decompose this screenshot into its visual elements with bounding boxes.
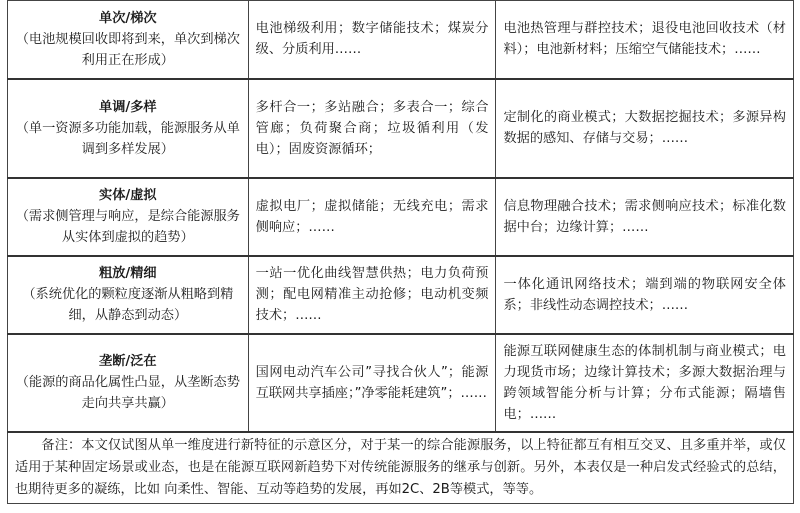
feature-cell <box>8 256 249 334</box>
table-note: 备注：本文仅试图从单一维度进行新特征的示意区分，对于某一的综合能源服务，以上特征都互有相互交叉、且多重并举，或仅适用于某种固定场景或业态，也是在能源互联网新趋势下对传统能源服务的继承与创新。另外，本表仅是一种启发式经验式的总结，也期待更多的凝练，比如 向柔性、智能、互动等趋势的发展，再如2C、2B等模式，等等。 <box>8 432 794 504</box>
table-row-coarse-fine <box>8 256 794 334</box>
table-row-note <box>8 432 794 504</box>
technologies-cell: 定制化的商业模式；大数据挖掘技术；多源异构数据的感知、存储与交易；…… <box>496 79 794 178</box>
technologies-cell: 能源互联网健康生态的体制机制与商业模式；电力现货市场；边缘计算技术；多源大数据治理与跨领域智能分析与计算；分布式能源；隔墙售电；…… <box>496 334 794 432</box>
table-row-single-cascade <box>8 1 794 79</box>
services-cell: 电池梯级利用；数字储能技术；煤炭分级、分质利用…… <box>248 1 496 79</box>
feature-title: 单调/多样 <box>99 99 157 115</box>
table-row-monopoly-ubiquitous <box>8 334 794 432</box>
technologies-cell: 电池热管理与群控技术；退役电池回收技术（材料）；电池新材料；压缩空气储能技术；…… <box>496 1 794 79</box>
technologies-cell: 信息物理融合技术；需求侧响应技术；标准化数据中台；边缘计算；…… <box>496 178 794 256</box>
feature-description: （需求侧管理与响应，是综合能源服务从实体到虚拟的趋势） <box>15 209 240 245</box>
services-cell: 国网电动汽车公司”寻找合伙人”；能源互联网共享插座；”净零能耗建筑”；…… <box>248 334 496 432</box>
feature-title: 单次/梯次 <box>99 10 157 26</box>
feature-cell <box>8 1 249 79</box>
feature-description: （能源的商品化属性凸显，从垄断态势走向共享共赢） <box>15 375 240 411</box>
feature-cell <box>8 178 249 256</box>
feature-cell <box>8 334 249 432</box>
feature-title: 垄断/泛在 <box>99 354 157 369</box>
features-table <box>7 0 794 504</box>
services-cell: 多杆合一；多站融合；多表合一；综合管廊；负荷聚合商；垃圾循利用（发电）；固废资源循环； <box>248 79 496 178</box>
feature-cell <box>8 79 249 178</box>
technologies-cell: 一体化通讯网络技术；端到端的物联网安全体系；非线性动态调控技术；…… <box>496 256 794 334</box>
feature-title: 实体/虚拟 <box>99 188 157 203</box>
feature-title: 粗放/精细 <box>99 266 157 281</box>
feature-description: （单一资源多功能加载，能源服务从单调到多样发展） <box>15 120 240 157</box>
services-cell: 一站一优化曲线智慧供热；电力负荷预测；配电网精准主动抢修；电动机变频技术；…… <box>248 256 496 334</box>
feature-description: （系统优化的颗粒度逐渐从粗略到精细，从静态到动态） <box>22 287 234 323</box>
table-row-monotone-diverse <box>8 79 794 178</box>
services-cell: 虚拟电厂；虚拟储能；无线充电；需求侧响应；…… <box>248 178 496 256</box>
feature-description: （电池规模回收即将到来，单次到梯次利用正在形成） <box>15 31 240 68</box>
table-row-physical-virtual <box>8 178 794 256</box>
